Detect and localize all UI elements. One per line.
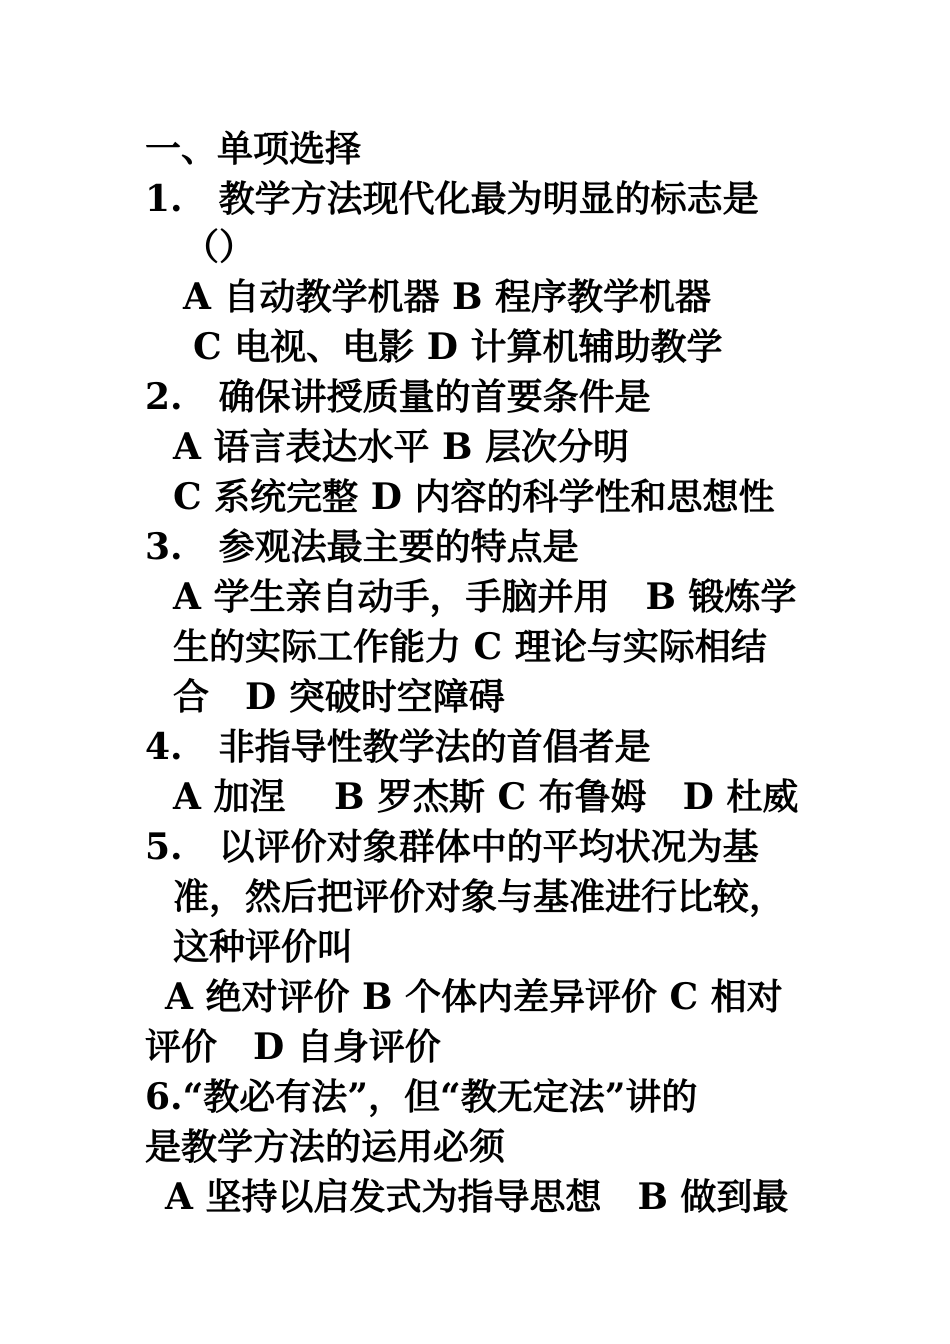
question-3-stem: 3. 参观法最主要的特点是 <box>145 526 579 568</box>
question-4-options: A 加涅 B 罗杰斯 C 布鲁姆 D 杜威 <box>173 776 799 818</box>
question-2-options-cd: C 系统完整 D 内容的科学性和思想性 <box>173 476 775 518</box>
question-3-options-line-3: 合 D 突破时空障碍 <box>173 676 505 718</box>
question-3-options-line-2: 生的实际工作能力 C 理论与实际相结 <box>173 626 767 668</box>
question-2-stem: 2. 确保讲授质量的首要条件是 <box>145 376 651 418</box>
question-5-options-line-1: A 绝对评价 B 个体内差异评价 C 相对 <box>165 976 783 1018</box>
question-5-stem-line-3: 这种评价叫 <box>173 926 354 968</box>
question-1-blank: （） <box>183 226 256 268</box>
question-1-options-cd: C 电视、电影 D 计算机辅助教学 <box>193 326 723 368</box>
question-6-options-line-1: A 坚持以启发式为指导思想 B 做到最 <box>165 1176 789 1218</box>
section-title: 一、单项选择 <box>145 128 362 170</box>
question-6-stem-line-1: 6.“教必有法”，但“教无定法”讲的 <box>145 1076 698 1118</box>
question-5-stem-line-1: 5. 以评价对象群体中的平均状况为基 <box>145 826 759 868</box>
question-4-stem: 4. 非指导性教学法的首倡者是 <box>145 726 651 768</box>
question-1-stem: 1. 教学方法现代化最为明显的标志是 <box>145 178 759 220</box>
question-5-options-line-2: 评价 D 自身评价 <box>145 1026 441 1068</box>
question-6-stem-line-2: 是教学方法的运用必须 <box>145 1126 506 1168</box>
question-3-options-line-1: A 学生亲自动手，手脑并用 B 锻炼学 <box>173 576 797 618</box>
question-5-stem-line-2: 准，然后把评价对象与基准进行比较， <box>173 876 786 918</box>
question-2-options-ab: A 语言表达水平 B 层次分明 <box>173 426 629 468</box>
question-1-options-ab: A 自动教学机器 B 程序教学机器 <box>183 276 711 318</box>
